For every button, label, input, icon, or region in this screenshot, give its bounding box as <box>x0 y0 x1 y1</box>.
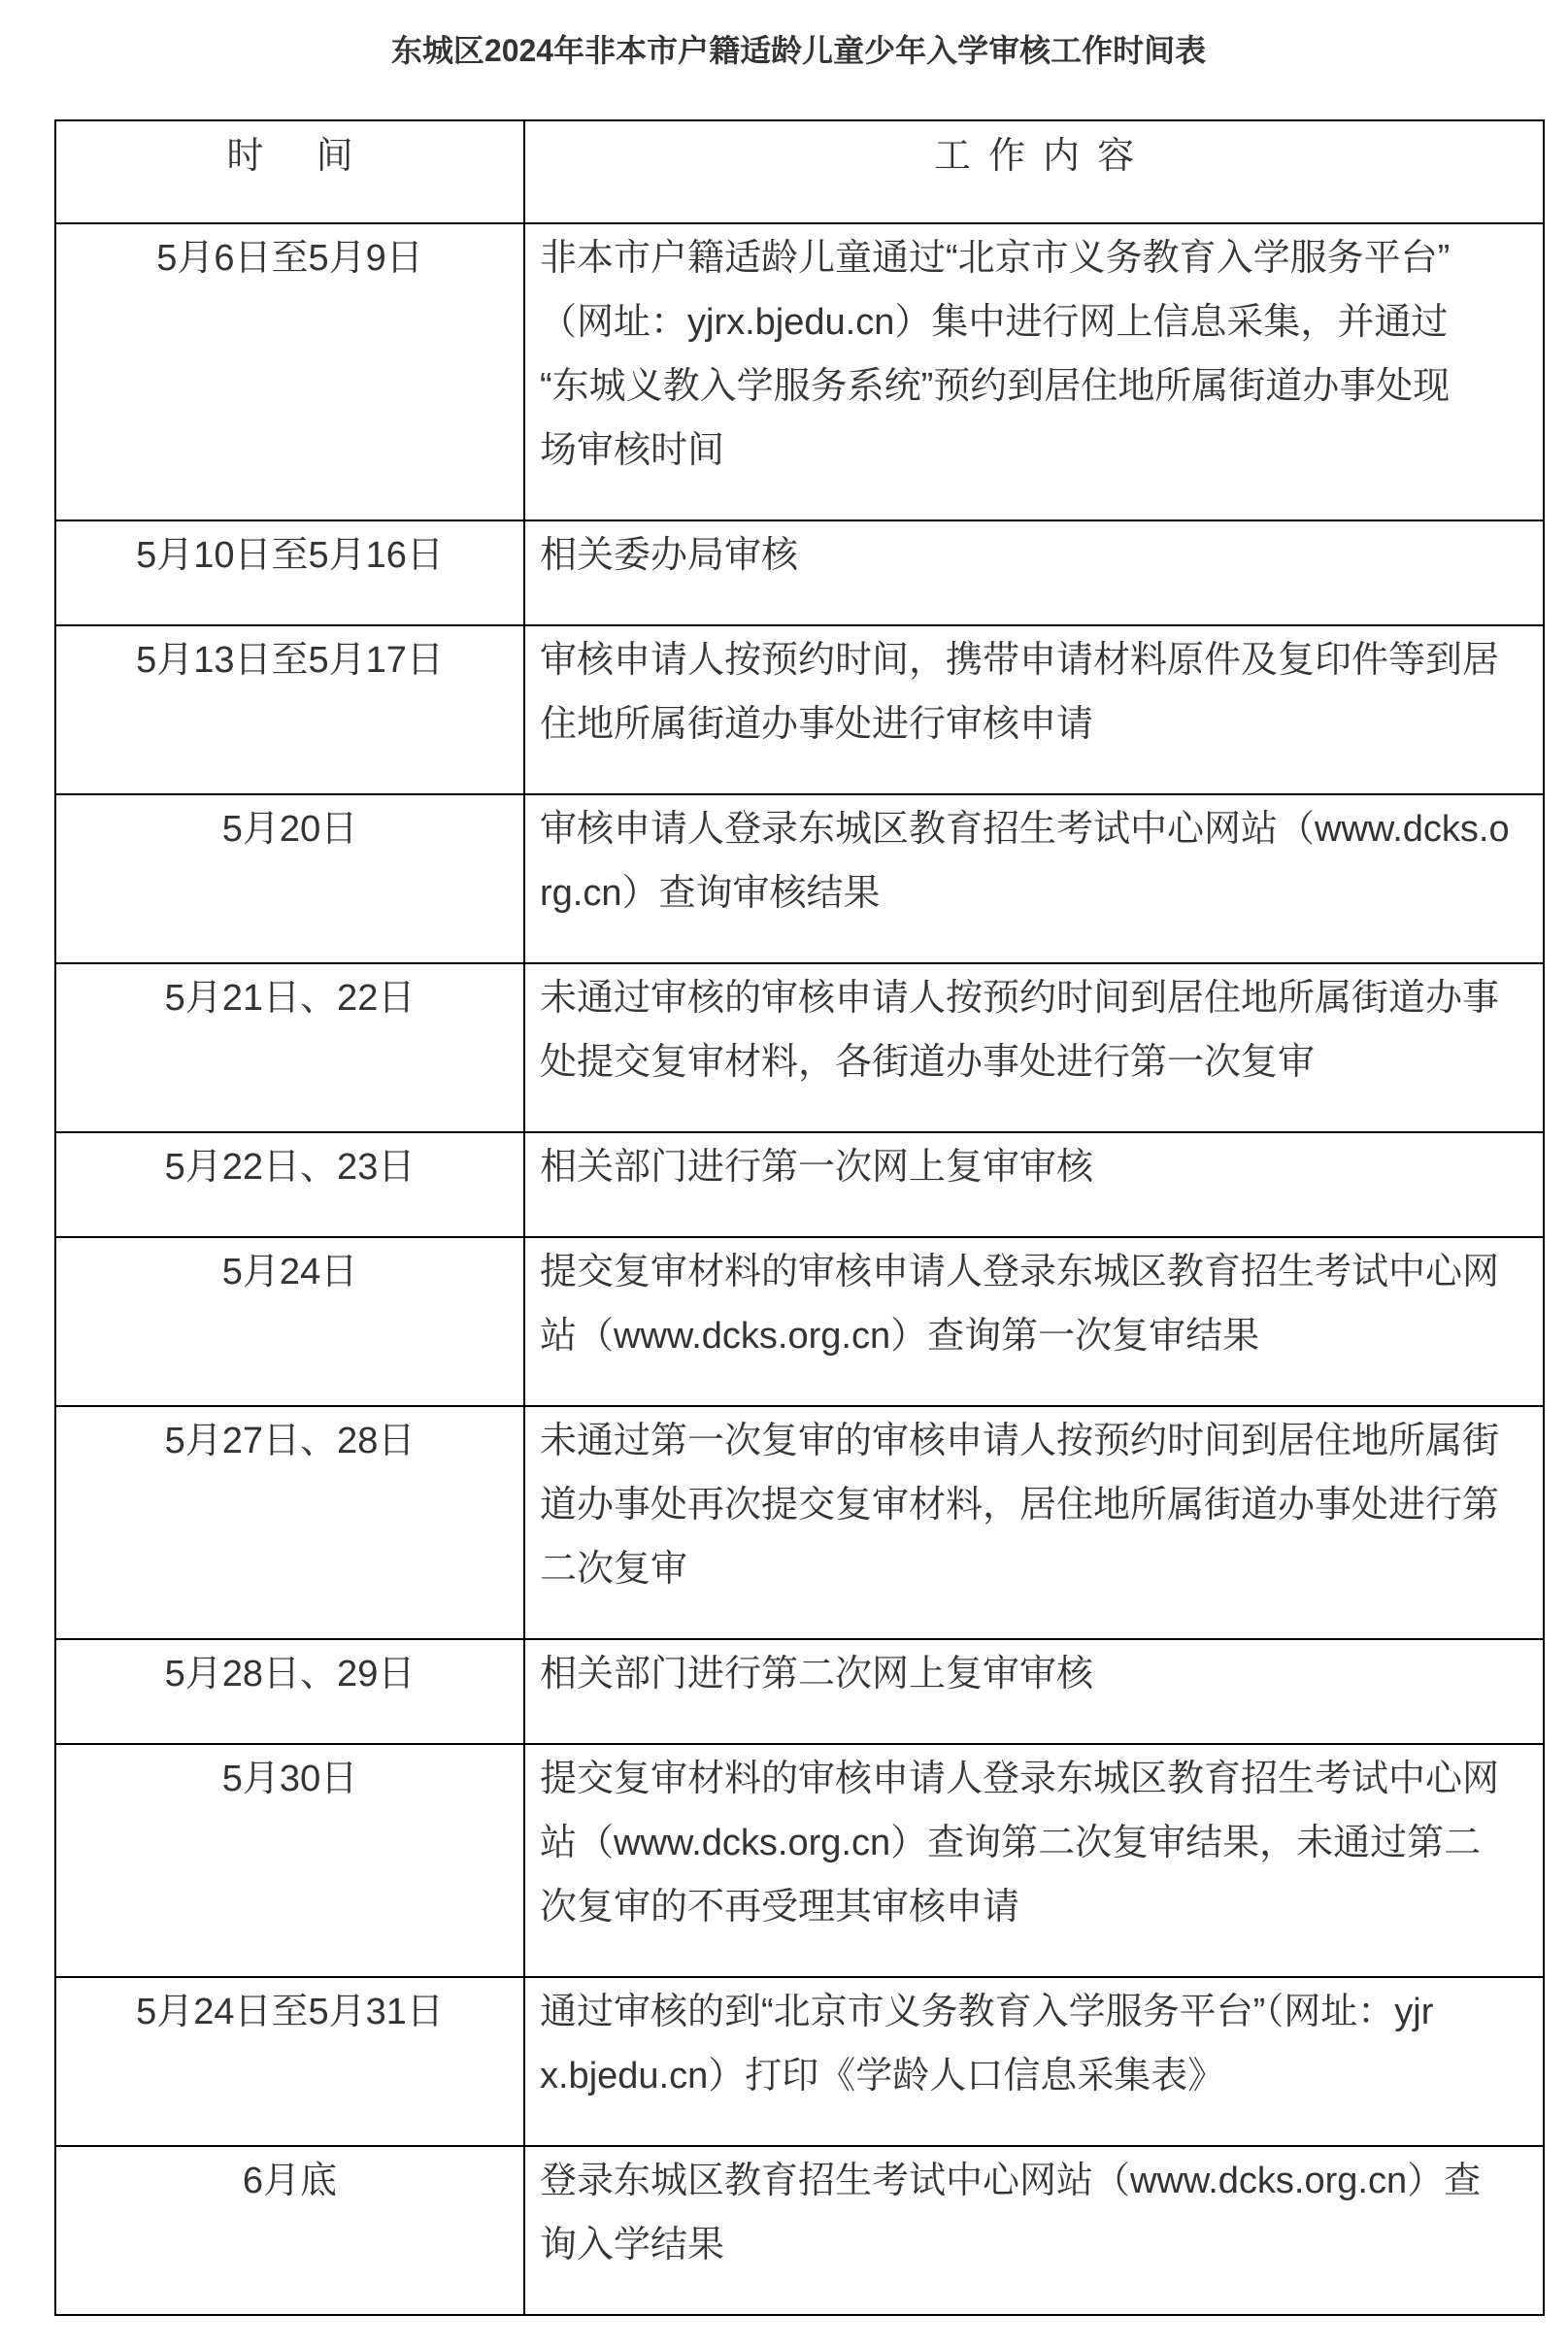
table-row <box>55 625 1544 794</box>
content-line: 通过审核的到“北京市义务教育入学服务平台”（网址：yjr <box>540 1992 1434 2032</box>
content-line: 登录东城区教育招生考试中心网站（www.dcks.org.cn）查 <box>540 2161 1482 2201</box>
content-cell <box>524 963 1544 1132</box>
time-cell: 5月20日 <box>55 794 524 963</box>
content-line: 相关部门进行第二次网上复审审核 <box>540 1654 1094 1694</box>
content-line: 未通过审核的审核申请人按预约时间到居住地所属街道办事 <box>540 978 1500 1019</box>
content-cell <box>524 1977 1544 2146</box>
content-line: 相关部门进行第一次网上复审审核 <box>540 1147 1094 1188</box>
content-cell <box>524 223 1544 520</box>
table-row <box>55 1406 1544 1639</box>
content-cell <box>524 520 1544 625</box>
header-content: 工 作 内 容 <box>524 120 1544 223</box>
table-row <box>55 2146 1544 2315</box>
content-cell <box>524 1132 1544 1237</box>
content-cell <box>524 794 1544 963</box>
content-line: 询入学结果 <box>540 2225 725 2265</box>
table-row <box>55 794 1544 963</box>
time-cell: 5月22日、23日 <box>55 1132 524 1237</box>
time-cell: 5月21日、22日 <box>55 963 524 1132</box>
time-cell: 5月30日 <box>55 1744 524 1977</box>
table-header-row <box>55 120 1544 223</box>
content-cell <box>524 625 1544 794</box>
content-line: 住地所属街道办事处进行审核申请 <box>540 704 1094 745</box>
table-row <box>55 1132 1544 1237</box>
page-title: 东城区2024年非本市户籍适龄儿童少年入学审核工作时间表 <box>390 33 1207 68</box>
content-line: 审核申请人登录东城区教育招生考试中心网站（www.dcks.o <box>540 809 1510 850</box>
content-line: 道办事处再次提交复审材料，居住地所属街道办事处进行第 <box>540 1485 1500 1526</box>
content-cell <box>524 1406 1544 1639</box>
schedule-table <box>54 119 1545 2316</box>
content-line: 场审核时间 <box>540 430 725 471</box>
table-row <box>55 1977 1544 2146</box>
content-cell <box>524 1237 1544 1406</box>
content-line: x.bjedu.cn）打印《学龄人口信息采集表》 <box>540 2056 1225 2096</box>
table-row <box>55 520 1544 625</box>
time-cell: 5月6日至5月9日 <box>55 223 524 520</box>
time-cell: 5月24日 <box>55 1237 524 1406</box>
time-cell: 5月13日至5月17日 <box>55 625 524 794</box>
content-line: （网址：yjrx.bjedu.cn）集中进行网上信息采集，并通过 <box>540 302 1449 343</box>
content-line: 提交复审材料的审核申请人登录东城区教育招生考试中心网 <box>540 1252 1500 1292</box>
content-line: 未通过第一次复审的审核申请人按预约时间到居住地所属街 <box>540 1421 1500 1461</box>
content-cell <box>524 1744 1544 1977</box>
header-time: 时 间 <box>55 120 524 223</box>
content-cell <box>524 2146 1544 2315</box>
content-line: 次复审的不再受理其审核申请 <box>540 1887 1020 1928</box>
time-cell: 5月27日、28日 <box>55 1406 524 1639</box>
content-line: 处提交复审材料，各街道办事处进行第一次复审 <box>540 1042 1316 1083</box>
time-cell: 5月10日至5月16日 <box>55 520 524 625</box>
content-line: rg.cn）查询审核结果 <box>540 873 881 914</box>
time-cell: 5月24日至5月31日 <box>55 1977 524 2146</box>
table-row <box>55 1639 1544 1744</box>
time-cell: 5月28日、29日 <box>55 1639 524 1744</box>
content-line: 相关委办局审核 <box>540 535 799 576</box>
table-row <box>55 963 1544 1132</box>
content-line: 二次复审 <box>540 1549 688 1590</box>
time-cell: 6月底 <box>55 2146 524 2315</box>
table-row <box>55 1237 1544 1406</box>
table-row <box>55 223 1544 520</box>
content-line: 非本市户籍适龄儿童通过“北京市义务教育入学服务平台” <box>540 238 1451 279</box>
content-line: “东城义教入学服务系统”预约到居住地所属街道办事处现 <box>540 366 1451 407</box>
content-cell <box>524 1639 1544 1744</box>
table-row <box>55 1744 1544 1977</box>
content-line: 审核申请人按预约时间，携带申请材料原件及复印件等到居 <box>540 640 1500 681</box>
content-line: 提交复审材料的审核申请人登录东城区教育招生考试中心网 <box>540 1759 1500 1799</box>
content-line: 站（www.dcks.org.cn）查询第二次复审结果，未通过第二 <box>540 1823 1482 1863</box>
content-line: 站（www.dcks.org.cn）查询第一次复审结果 <box>540 1316 1260 1357</box>
